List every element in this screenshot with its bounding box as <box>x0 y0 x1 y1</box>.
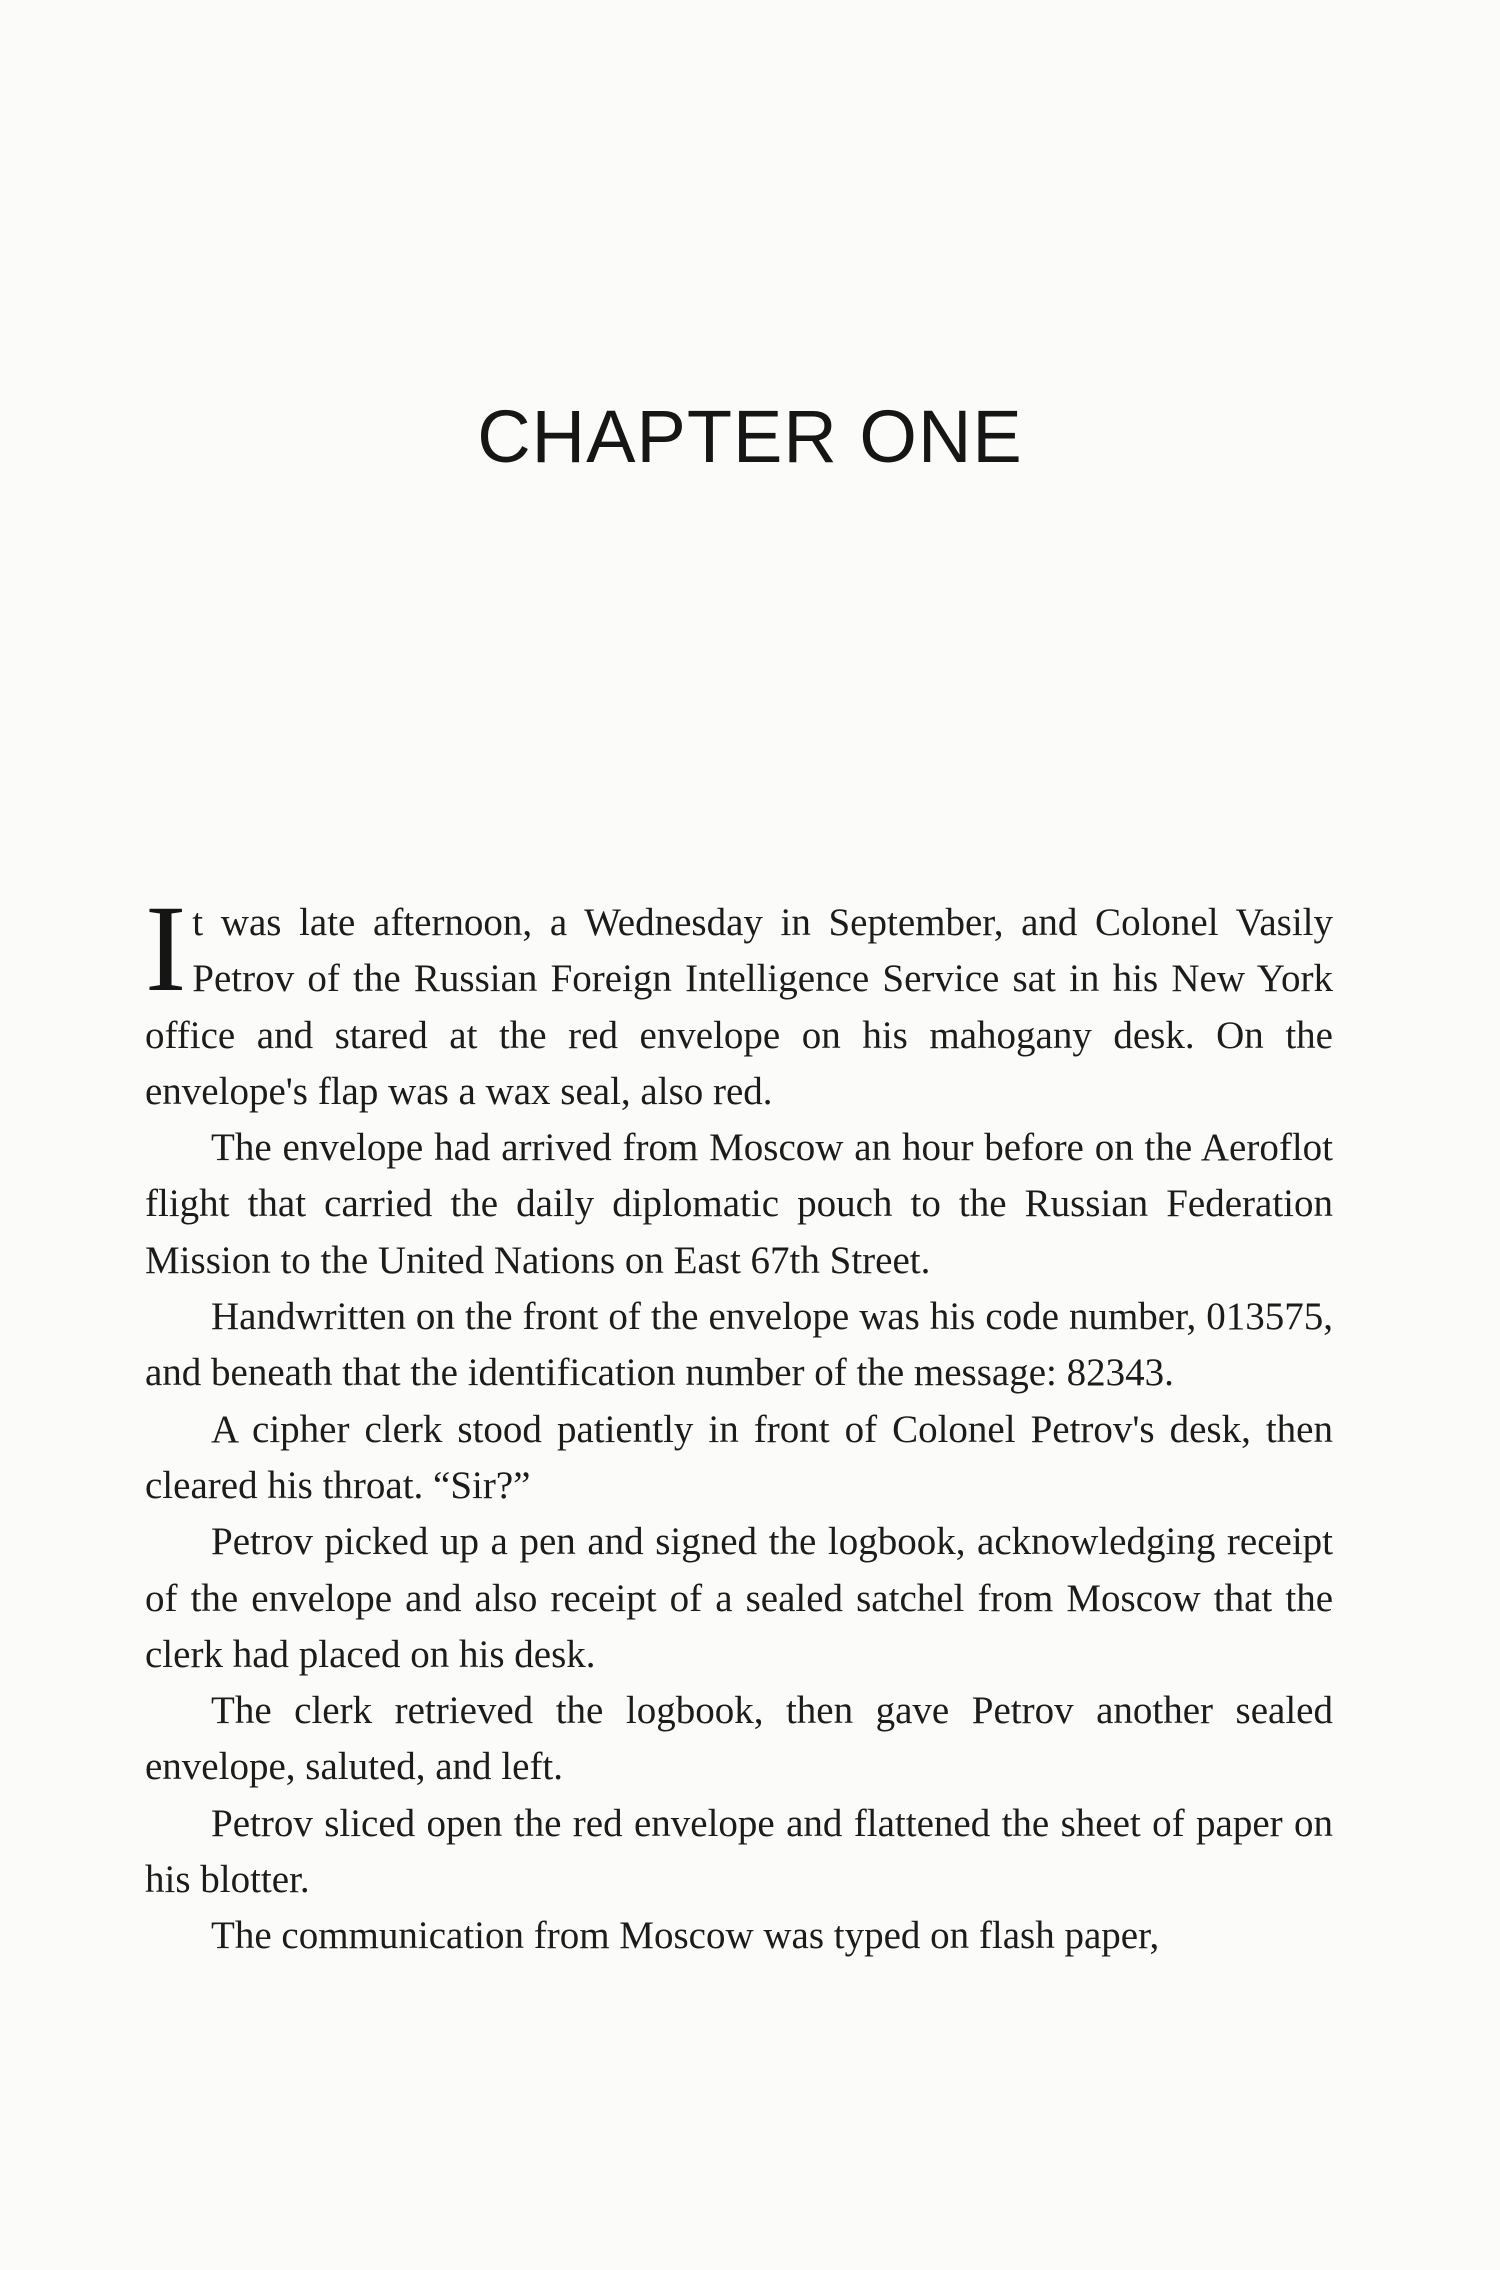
paragraph <box>145 880 1333 1120</box>
paragraph: Petrov picked up a pen and signed the logbook, acknowledging receipt of the envelope and also receipt of a sealed satchel from Moscow that the clerk had placed on his desk. <box>145 1520 1333 1676</box>
paragraph: A cipher clerk stood patiently in front of Colonel Petrov's desk, then cleared his throat. “Sir?” <box>145 1407 1333 1507</box>
paragraph: The clerk retrieved the logbook, then gave Petrov another sealed envelope, saluted, and left. <box>145 1689 1333 1789</box>
chapter-heading: CHAPTER ONE <box>477 395 1023 478</box>
paragraph: Handwritten on the front of the envelope was his code number, 013575, and beneath that the identification number of the message: 82343. <box>145 1295 1333 1395</box>
paragraph: The envelope had arrived from Moscow an hour before on the Aeroflot flight that carried the daily diplomatic pouch to the Russian Federation Mission to the United Nations on East 67th Street. <box>145 1126 1333 1282</box>
paragraph: Petrov sliced open the red envelope and flattened the sheet of paper on his blotter. <box>145 1801 1333 1902</box>
chapter-body <box>145 880 1333 1965</box>
paragraph-text: t was late afternoon, a Wednesday in September, and Colonel Vasily Petrov of the Russian Foreign Intelligence Service sat in his New York office and stared at the red envelope on his mahogany desk. On the envelope's flap was a wax seal, also red. <box>145 901 1333 1113</box>
paragraph: The communication from Moscow was typed on flash paper, <box>211 1914 1160 1958</box>
drop-cap: I <box>145 880 187 1017</box>
